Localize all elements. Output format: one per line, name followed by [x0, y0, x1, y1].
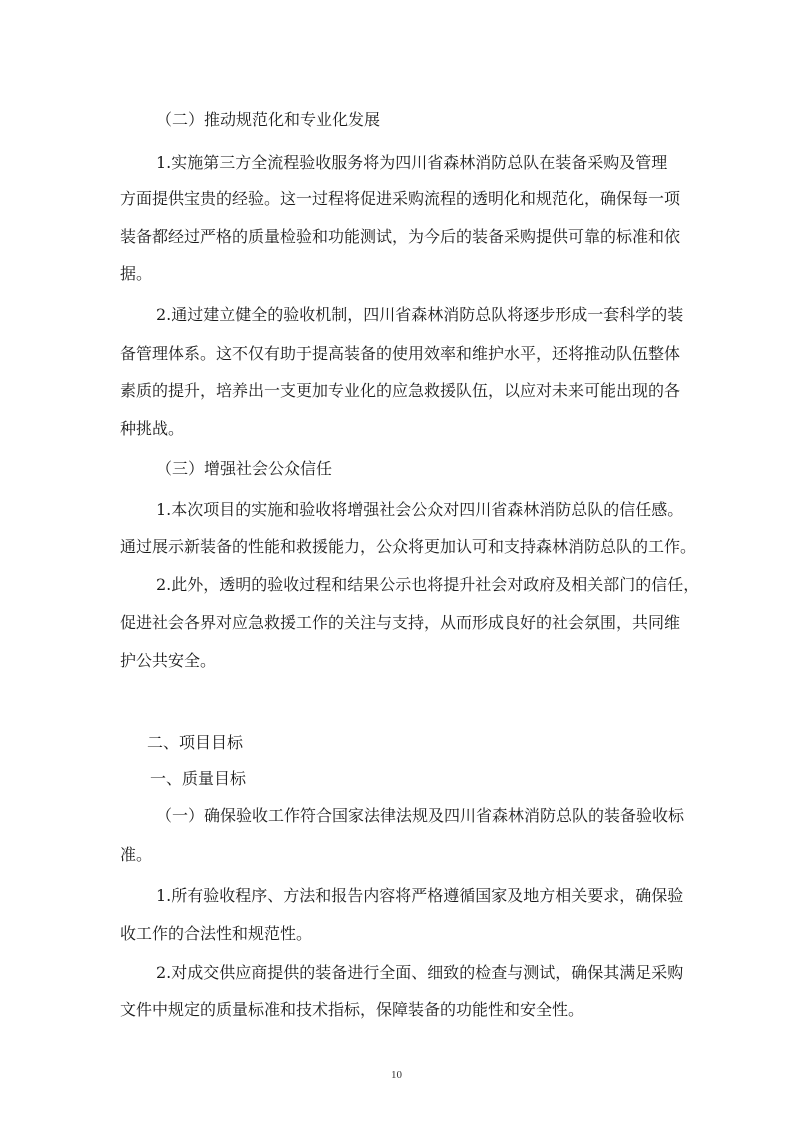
paragraph-line: 装备都经过严格的质量检验和功能测试，为今后的装备采购提供可靠的标准和依	[120, 227, 681, 246]
paragraph-line: 收工作的合法性和规范性。	[120, 924, 313, 943]
paragraph-line: 方面提供宝贵的经验。这一过程将促进采购流程的透明化和规范化，确保每一项	[120, 189, 681, 208]
paragraph-line: 2.通过建立健全的验收机制，四川省森林消防总队将逐步形成一套科学的装	[156, 305, 684, 324]
part-heading: 二、项目目标	[147, 733, 244, 752]
paragraph-line: 种挑战。	[120, 419, 185, 438]
section-heading: （二）推动规范化和专业化发展	[156, 110, 381, 129]
paragraph-line: 2.对成交供应商提供的装备进行全面、细致的检查与测试，确保其满足采购	[156, 963, 684, 982]
paragraph-line: 促进社会各界对应急救援工作的关注与支持，从而形成良好的社会氛围，共同维	[120, 613, 681, 632]
paragraph-line: 素质的提升，培养出一支更加专业化的应急救援队伍，以应对未来可能出现的各	[120, 381, 681, 400]
paragraph-line: 1.所有验收程序、方法和报告内容将严格遵循国家及地方相关要求，确保验	[156, 886, 684, 905]
paragraph-line: 备管理体系。这不仅有助于提高装备的使用效率和维护水平，还将推动队伍整体	[120, 344, 681, 363]
sub-heading: 一、质量目标	[150, 769, 247, 788]
paragraph-line: 文件中规定的质量标准和技术指标，保障装备的功能性和安全性。	[120, 1000, 585, 1019]
paragraph-line: 1.本次项目的实施和验收将增强社会公众对四川省森林消防总队的信任感。	[156, 500, 684, 519]
objective-heading: （一）确保验收工作符合国家法律法规及四川省森林消防总队的装备验收标	[156, 806, 685, 825]
paragraph-line: 据。	[120, 264, 153, 283]
paragraph-line: 护公共安全。	[120, 651, 217, 670]
page-number: 10	[391, 1069, 402, 1081]
section-heading: （三）增强社会公众信任	[156, 459, 333, 478]
paragraph-line: 2.此外，透明的验收过程和结果公示也将提升社会对政府及相关部门的信任，	[156, 575, 700, 594]
paragraph-line: 1.实施第三方全流程验收服务将为四川省森林消防总队在装备采购及管理	[156, 153, 668, 172]
paragraph-line: 通过展示新装备的性能和救援能力，公众将更加认可和支持森林消防总队的工作。	[120, 537, 697, 556]
objective-heading: 准。	[120, 845, 153, 864]
